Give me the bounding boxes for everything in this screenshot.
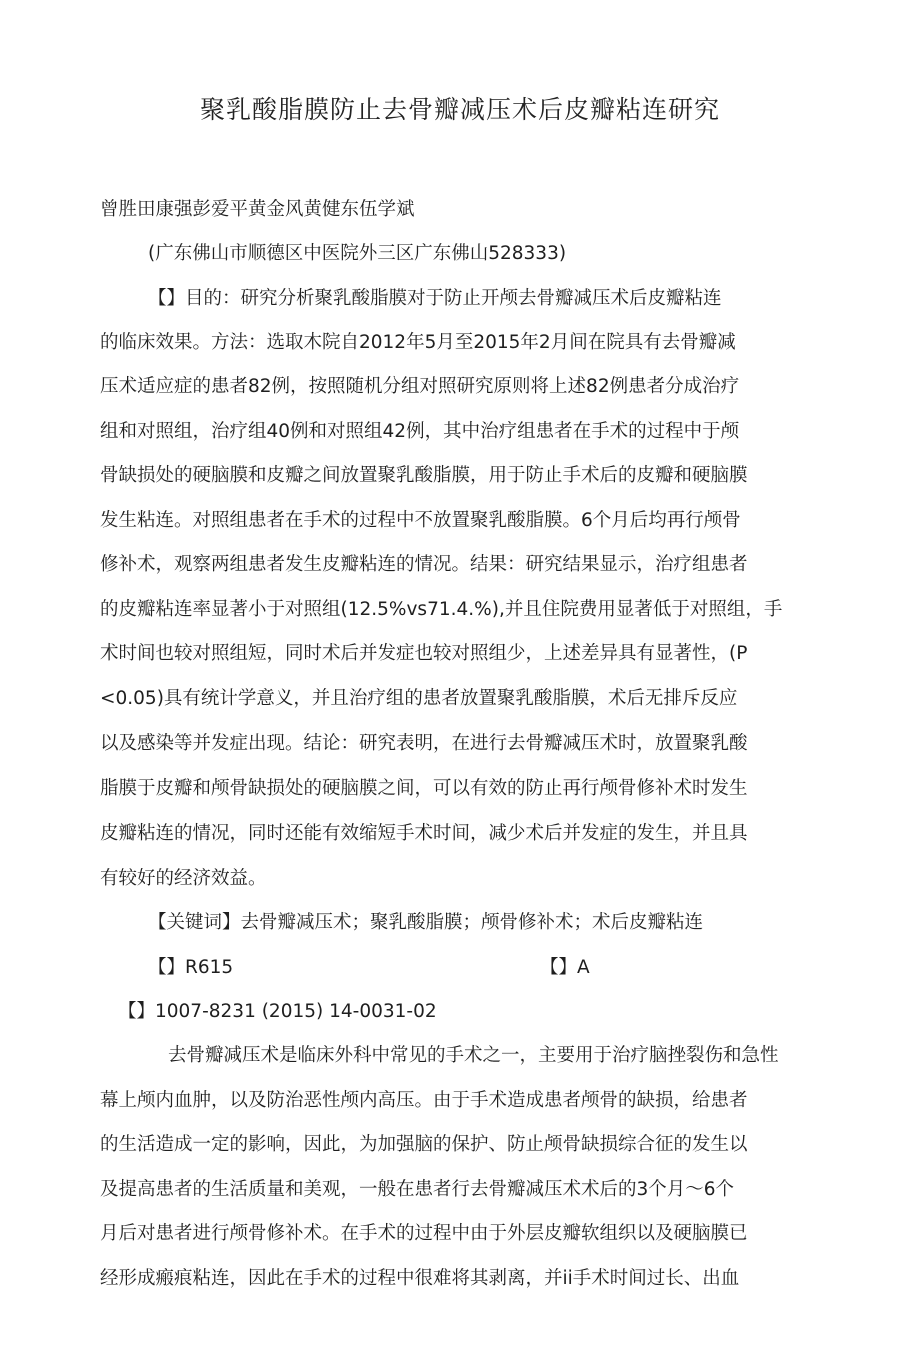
body-line: 去骨瓣减压术是临床外科中常见的手术之一，主要用于治疗脑挫裂伤和急性	[168, 1045, 779, 1066]
keywords: 【关键词】去骨瓣减压术；聚乳酸脂膜；颅骨修补术；术后皮瓣粘连	[148, 912, 704, 933]
abstract-line: 的皮瓣粘连率显著小于对照组(12.5%vs71.4.%),并且住院费用显著低于对照组，手	[100, 599, 783, 620]
abstract-line: 骨缺损处的硬脑膜和皮瓣之间放置聚乳酸脂膜，用于防止手术后的皮瓣和硬脑膜	[100, 465, 748, 486]
abstract-line: 以及感染等并发症出现。结论：研究表明，在进行去骨瓣减压术时，放置聚乳酸	[100, 733, 748, 754]
body-line: 月后对患者进行颅骨修补术。在手术的过程中由于外层皮瓣软组织以及硬脑膜已	[100, 1223, 748, 1244]
abstract-line: <0.05)具有统计学意义，并且治疗组的患者放置聚乳酸脂膜，术后无排斥反应	[100, 688, 738, 709]
abstract-line: 有较好的经济效益。	[100, 868, 267, 889]
abstract-line: 皮瓣粘连的情况，同时还能有效缩短手术时间，减少术后并发症的发生，并且具	[100, 823, 748, 844]
clc-number: 【】R615	[148, 957, 234, 978]
abstract-line: 脂膜于皮瓣和颅骨缺损处的硬脑膜之间，可以有效的防止再行颅骨修补术时发生	[100, 778, 748, 799]
abstract-line: 发生粘连。对照组患者在手术的过程中不放置聚乳酸脂膜。6个月后均再行颅骨	[100, 510, 741, 531]
abstract-line: 压术适应症的患者82例，按照随机分组对照研究原则将上述82例患者分成治疗	[100, 376, 740, 397]
body-line: 幕上颅内血肿，以及防治恶性颅内高压。由于手术造成患者颅骨的缺损，给患者	[100, 1090, 748, 1111]
body-line: 经形成瘢痕粘连，因此在手术的过程中很难将其剥离，并ii手术时间过长、出血	[100, 1268, 740, 1289]
paper-title: 聚乳酸脂膜防止去骨瓣减压术后皮瓣粘连研究	[199, 95, 720, 124]
body-line: 及提高患者的生活质量和美观，一般在患者行去骨瓣减压术术后的3个月～6个	[100, 1179, 735, 1200]
article-id: 【】1007-8231 (2015) 14-0031-02	[118, 1001, 437, 1022]
abstract-line: 术时间也较对照组短，同时术后并发症也较对照组少，上述差异具有显著性，(P	[100, 643, 748, 664]
authors: 曾胜田康强彭爱平黄金风黄健东伍学斌	[100, 199, 415, 220]
abstract-line: 修补术，观察两组患者发生皮瓣粘连的情况。结果：研究结果显示，治疗组患者	[100, 554, 748, 575]
abstract-line: 的临床效果。方法：选取木院自2012年5月至2015年2月间在院具有去骨瓣减	[100, 332, 736, 353]
body-line: 的生活造成一定的影响，因此，为加强脑的保护、防止颅骨缺损综合征的发生以	[100, 1134, 748, 1155]
document-code: 【】A	[540, 957, 590, 978]
affiliation: (广东佛山市顺德区中医院外三区广东佛山528333)	[148, 243, 567, 264]
abstract-line: 【】目的：研究分析聚乳酸脂膜对于防止开颅去骨瓣减压术后皮瓣粘连	[148, 288, 722, 309]
abstract-line: 组和对照组，治疗组40例和对照组42例，其中治疗组患者在手术的过程中于颅	[100, 421, 740, 442]
